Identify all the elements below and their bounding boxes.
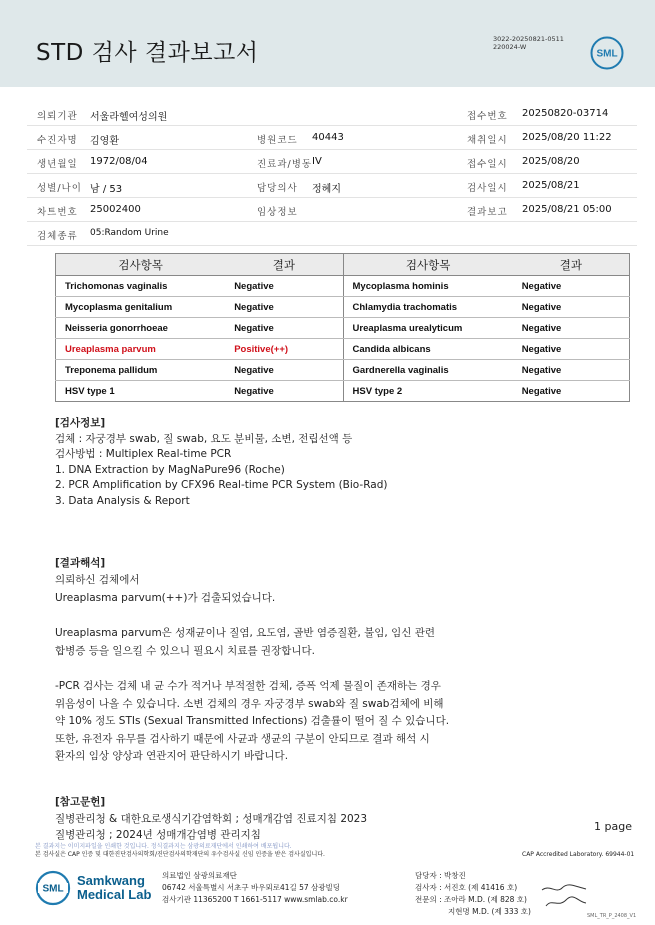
test-info-line: 3. Data Analysis & Report bbox=[55, 494, 190, 507]
institution-address: 06742 서울특별시 서초구 바우뫼로41길 57 삼광빌딩 bbox=[162, 883, 341, 892]
info-label: 결과보고 bbox=[467, 207, 508, 218]
test-item-name: Trichomonas vaginalis bbox=[56, 276, 226, 297]
test-result: Negative bbox=[513, 360, 630, 381]
form-code: SML_TR_P_2408_V1 bbox=[587, 913, 637, 919]
test-info-line: 검사방법 : Multiplex Real-time PCR bbox=[55, 448, 232, 460]
info-label: 담당의사 bbox=[257, 183, 298, 194]
reference-line: 질병관리청 & 대한요로생식기감염학회 ; 성매개감염 진료지침 2023 bbox=[55, 812, 368, 825]
info-row bbox=[27, 150, 637, 174]
page-number: 1 page bbox=[594, 820, 632, 833]
info-value: 2025/08/20 11:22 bbox=[522, 132, 612, 143]
signatory-manager: 담당자 : 박창진 bbox=[415, 871, 466, 880]
test-result: Negative bbox=[513, 381, 630, 402]
interpretation-line: 의뢰하신 검체에서 bbox=[55, 574, 140, 586]
signature-icon bbox=[540, 880, 590, 910]
test-info-section bbox=[55, 416, 387, 509]
institution-info bbox=[162, 870, 348, 906]
signatory-specialist-2: 지현명 M.D. (제 333 호) bbox=[448, 907, 531, 916]
info-value: 1972/08/04 bbox=[90, 156, 148, 167]
test-result: Positive(++) bbox=[225, 339, 343, 360]
info-label: 의뢰기관 bbox=[37, 111, 78, 122]
info-value: 2025/08/20 bbox=[522, 156, 580, 167]
institution-contact: 검사기관 11365200 T 1661-5117 www.smlab.co.kr bbox=[162, 895, 348, 904]
print-notice: 본 결과지는 이미지파일을 인쇄한 것입니다. 정식결과지는 삼광의료재단에서 인쇄하여 배포됩니다. bbox=[35, 843, 292, 850]
test-item-name: Candida albicans bbox=[343, 339, 513, 360]
info-label: 수진자명 bbox=[37, 135, 78, 146]
interpretation-line: Ureaplasma parvum(++)가 검출되었습니다. bbox=[55, 591, 276, 604]
info-value: 김영환 bbox=[90, 136, 119, 147]
report-code-line-2: 220024-W bbox=[493, 43, 527, 51]
info-label: 성별/나이 bbox=[37, 183, 82, 194]
info-label: 검사일시 bbox=[467, 183, 508, 194]
interpretation-line: Ureaplasma parvum은 성재균이나 질염, 요도염, 골반 염증질환, 불임, 임신 관련 bbox=[55, 627, 436, 639]
info-row bbox=[27, 198, 637, 222]
interpretation-section bbox=[55, 555, 449, 766]
test-info-line: 2. PCR Amplification by CFX96 Real-time PCR System (Bio-Rad) bbox=[55, 479, 388, 491]
test-item-name: HSV type 1 bbox=[56, 381, 226, 402]
interpretation-line: 약 10% 정도 STIs (Sexual Transmitted Infections) 검출률이 떨어 질 수 있습니다. bbox=[55, 715, 450, 727]
result-row bbox=[56, 360, 630, 381]
info-label: 생년월일 bbox=[37, 159, 78, 170]
info-row bbox=[27, 102, 637, 126]
interpretation-line: 합병증 등을 일으킬 수 있으니 필요시 치료를 권장합니다. bbox=[55, 644, 315, 657]
info-value: 서울라헬여성의원 bbox=[90, 112, 168, 123]
signatories bbox=[415, 870, 531, 918]
test-info-line: 검체 : 자궁경부 swab, 질 swab, 요도 분비물, 소변, 전립선액 등 bbox=[55, 432, 353, 445]
result-row bbox=[56, 276, 630, 297]
info-label: 검체종류 bbox=[37, 231, 78, 242]
samkwang-logo-mark: SML bbox=[42, 883, 64, 895]
info-label: 병원코드 bbox=[257, 135, 298, 146]
info-label: 진료과/병동 bbox=[257, 159, 313, 170]
cap-accreditation: CAP Accredited Laboratory. 69944-01 bbox=[522, 851, 635, 858]
result-row bbox=[56, 318, 630, 339]
test-result: Negative bbox=[225, 297, 343, 318]
result-row bbox=[56, 297, 630, 318]
result-row bbox=[56, 339, 630, 360]
test-result: Negative bbox=[513, 339, 630, 360]
results-table bbox=[55, 253, 630, 402]
institution-name: 의료법인 삼광의료재단 bbox=[162, 871, 237, 880]
sml-logo-icon bbox=[590, 36, 624, 70]
interpretation-title: [결과해석] bbox=[55, 557, 106, 569]
test-result: Negative bbox=[513, 297, 630, 318]
info-value: 남 / 53 bbox=[90, 184, 123, 195]
info-label: 접수번호 bbox=[467, 111, 508, 122]
info-value: 40443 bbox=[312, 132, 344, 143]
info-label: 접수일시 bbox=[467, 159, 508, 170]
test-result: Negative bbox=[513, 276, 630, 297]
logo-line-1: Samkwang bbox=[77, 873, 145, 888]
info-label: 채취일시 bbox=[467, 135, 508, 146]
col-header-result: 결과 bbox=[225, 254, 343, 276]
test-info-title: [검사정보] bbox=[55, 417, 106, 429]
info-value: IV bbox=[312, 156, 322, 167]
info-value: 2025/08/21 05:00 bbox=[522, 204, 612, 215]
info-row bbox=[27, 174, 637, 198]
test-result: Negative bbox=[225, 276, 343, 297]
interpretation-line: 환자의 임상 양상과 연관지어 판단하시기 바랍니다. bbox=[55, 750, 289, 762]
samkwang-logo-icon bbox=[35, 870, 71, 906]
test-item-name: Mycoplasma genitalium bbox=[56, 297, 226, 318]
page-title: STD 검사 결과보고서 bbox=[36, 40, 259, 66]
interpretation-line: -PCR 검사는 검체 내 균 수가 적거나 부적절한 검체, 증폭 억제 물질이 존재하는 경우 bbox=[55, 680, 441, 692]
info-row bbox=[27, 126, 637, 150]
info-value: 20250820-03714 bbox=[522, 108, 609, 119]
interpretation-line: 또한, 유전자 유무를 검사하기 때문에 사균과 생균의 구분이 안되므로 결과 해석 시 bbox=[55, 732, 430, 745]
sml-logo-text: SML bbox=[596, 48, 618, 60]
info-value: 정혜지 bbox=[312, 184, 341, 195]
test-result: Negative bbox=[225, 318, 343, 339]
test-item-name: Ureaplasma parvum bbox=[56, 339, 226, 360]
samkwang-logo-text bbox=[77, 874, 167, 902]
info-value: 25002400 bbox=[90, 204, 141, 215]
test-item-name: Neisseria gonorrhoeae bbox=[56, 318, 226, 339]
col-header-item-2: 검사항목 bbox=[343, 254, 513, 276]
test-item-name: Mycoplasma hominis bbox=[343, 276, 513, 297]
test-item-name: Chlamydia trachomatis bbox=[343, 297, 513, 318]
signatory-tester: 검사자 : 서진호 (제 41416 호) bbox=[415, 883, 518, 892]
test-item-name: Ureaplasma urealyticum bbox=[343, 318, 513, 339]
results-header-row bbox=[56, 254, 630, 276]
references-section bbox=[55, 794, 367, 844]
result-row bbox=[56, 381, 630, 402]
test-item-name: Treponema pallidum bbox=[56, 360, 226, 381]
col-header-item: 검사항목 bbox=[56, 254, 226, 276]
report-code-line-1: 3022-20250821-0511 bbox=[493, 35, 564, 43]
col-header-result-2: 결과 bbox=[513, 254, 630, 276]
info-row bbox=[27, 222, 637, 246]
test-result: Negative bbox=[225, 360, 343, 381]
certification-notice: 본 검사실은 CAP 인증 및 대한진단검사의학회/진단검사의학재단의 우수검사실 신임 인증을 받은 검사실입니다. bbox=[35, 851, 325, 858]
test-info-line: 1. DNA Extraction by MagNaPure96 (Roche) bbox=[55, 463, 285, 476]
report-code bbox=[493, 35, 564, 51]
test-result: Negative bbox=[513, 318, 630, 339]
info-label: 차트번호 bbox=[37, 207, 78, 218]
signatory-specialist: 전문의 : 조아라 M.D. (제 828 호) bbox=[415, 895, 527, 904]
references-title: [참고문헌] bbox=[55, 796, 106, 808]
info-label: 임상정보 bbox=[257, 207, 298, 218]
test-item-name: Gardnerella vaginalis bbox=[343, 360, 513, 381]
info-value: 2025/08/21 bbox=[522, 180, 580, 191]
info-value: 05:Random Urine bbox=[90, 228, 169, 238]
test-result: Negative bbox=[225, 381, 343, 402]
logo-line-2: Medical Lab bbox=[77, 887, 152, 902]
test-item-name: HSV type 2 bbox=[343, 381, 513, 402]
interpretation-line: 위음성이 나올 수 있습니다. 소변 검체의 경우 자궁경부 swab와 질 swab검체에 비해 bbox=[55, 697, 444, 710]
reference-line: 질병관리청 ; 2024년 성매개감염병 관리지침 bbox=[55, 829, 261, 841]
